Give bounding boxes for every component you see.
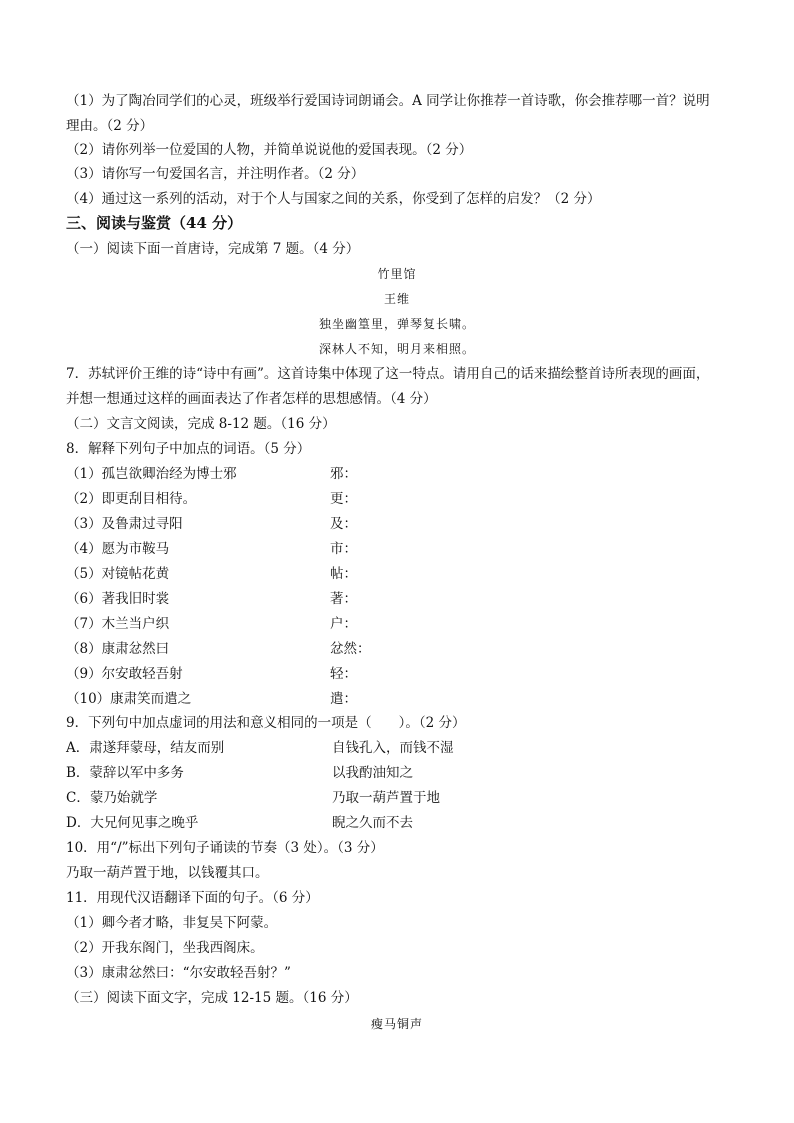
part3-passage-title: 瘦马铜声 — [370, 1017, 423, 1031]
q6-sub1-line1: （1）为了陶冶同学们的心灵，班级举行爱国诗词朗诵会。A 同学让你推荐一首诗歌，你会推荐哪一首？说明 — [66, 93, 710, 109]
q11-sentence-3: （3）康肃忿然曰：“尔安敢轻吾射？” — [66, 965, 291, 981]
q9-option-a: A．肃遂拜蒙母，结友而别 — [66, 740, 225, 756]
q8-item-2: （2）即更刮目相待。 — [66, 491, 197, 507]
q8-word-9: 轻： — [330, 666, 357, 682]
q9-option-b: B．蒙辞以军中多务 — [66, 765, 184, 781]
q8-item-8: （8）康肃忿然曰 — [66, 641, 170, 657]
q8-item-9: （9）尔安敢轻吾射 — [66, 666, 183, 682]
q8-word-2: 更： — [330, 491, 357, 507]
q8-item-10: （10）康肃笑而遣之 — [66, 691, 192, 707]
q6-sub4: （4）通过这一系列的活动，对于个人与国家之间的关系，你受到了怎样的启发？（2 分） — [66, 191, 601, 207]
q8-item-5: （5）对镜帖花黄 — [66, 566, 170, 582]
section3-part3: （三）阅读下面文字，完成 12-15 题。（16 分） — [66, 990, 358, 1006]
section3-heading: 三、阅读与鉴赏（44 分） — [66, 214, 243, 232]
q9-option-a-compare: 自钱孔入，而钱不湿 — [332, 740, 454, 756]
q9-option-c-compare: 乃取一葫芦置于地 — [332, 790, 440, 806]
q7-line2: 并想一想通过这样的画面表达了作者怎样的思想感情。（4 分） — [66, 391, 437, 407]
q8-word-10: 遣： — [330, 691, 357, 707]
q8-item-4: （4）愿为市鞍马 — [66, 541, 170, 557]
q8-item-6: （6）著我旧时裳 — [66, 591, 170, 607]
q8-word-4: 市： — [330, 541, 357, 557]
q8-word-5: 帖： — [330, 566, 357, 582]
section3-part2: （二）文言文阅读，完成 8-12 题。（16 分） — [66, 416, 336, 432]
q6-sub3: （3）请你写一句爱国名言，并注明作者。（2 分） — [66, 166, 365, 182]
poem-title: 竹里馆 — [377, 267, 417, 281]
poem-line-2: 深林人不知，明月来相照。 — [318, 342, 475, 356]
q8-item-1: （1）孤岂欲卿治经为博士邪 — [66, 466, 237, 482]
q11-sentence-1: （1）卿今者才略，非复吴下阿蒙。 — [66, 915, 278, 931]
q8-word-8: 忿然： — [330, 641, 371, 657]
poem-author: 王维 — [383, 292, 410, 306]
q6-sub2: （2）请你列举一位爱国的人物，并简单说说他的爱国表现。（2 分） — [66, 142, 473, 158]
q8-item-7: （7）木兰当户织 — [66, 616, 170, 632]
q8-word-3: 及： — [330, 516, 357, 532]
poem-line-1: 独坐幽篁里，弹琴复长啸。 — [318, 317, 475, 331]
q8-item-3: （3）及鲁肃过寻阳 — [66, 516, 183, 532]
q9-title: 9．下列句中加点虚词的用法和意义相同的一项是（ ）。（2 分） — [66, 715, 466, 731]
q8-word-6: 著： — [330, 591, 357, 607]
q9-option-c: C．蒙乃始就学 — [66, 790, 158, 806]
q9-option-d: D．大兄何见事之晚乎 — [66, 815, 199, 831]
q8-word-7: 户： — [330, 616, 357, 632]
q10-sentence: 乃取一葫芦置于地，以钱覆其口。 — [66, 865, 269, 881]
q11-title: 11．用现代汉语翻译下面的句子。（6 分） — [66, 890, 319, 906]
q8-word-1: 邪： — [330, 466, 357, 482]
q7-line1: 7．苏轼评价王维的诗“诗中有画”。这首诗集中体现了这一特点。请用自己的话来描绘整首诗所表现的画面， — [66, 366, 710, 382]
q9-option-b-compare: 以我酌油知之 — [332, 765, 413, 781]
q11-sentence-2: （2）开我东阁门，坐我西阁床。 — [66, 940, 264, 956]
q6-sub1-line2: 理由。（2 分） — [66, 118, 154, 134]
q10-title: 10．用“/”标出下列句子诵读的节奏（3 处）。（3 分） — [66, 840, 384, 856]
section3-part1: （一）阅读下面一首唐诗，完成第 7 题。（4 分） — [66, 241, 360, 257]
q8-title: 8．解释下列句子中加点的词语。（5 分） — [66, 441, 311, 457]
q9-option-d-compare: 睨之久而不去 — [332, 815, 413, 831]
